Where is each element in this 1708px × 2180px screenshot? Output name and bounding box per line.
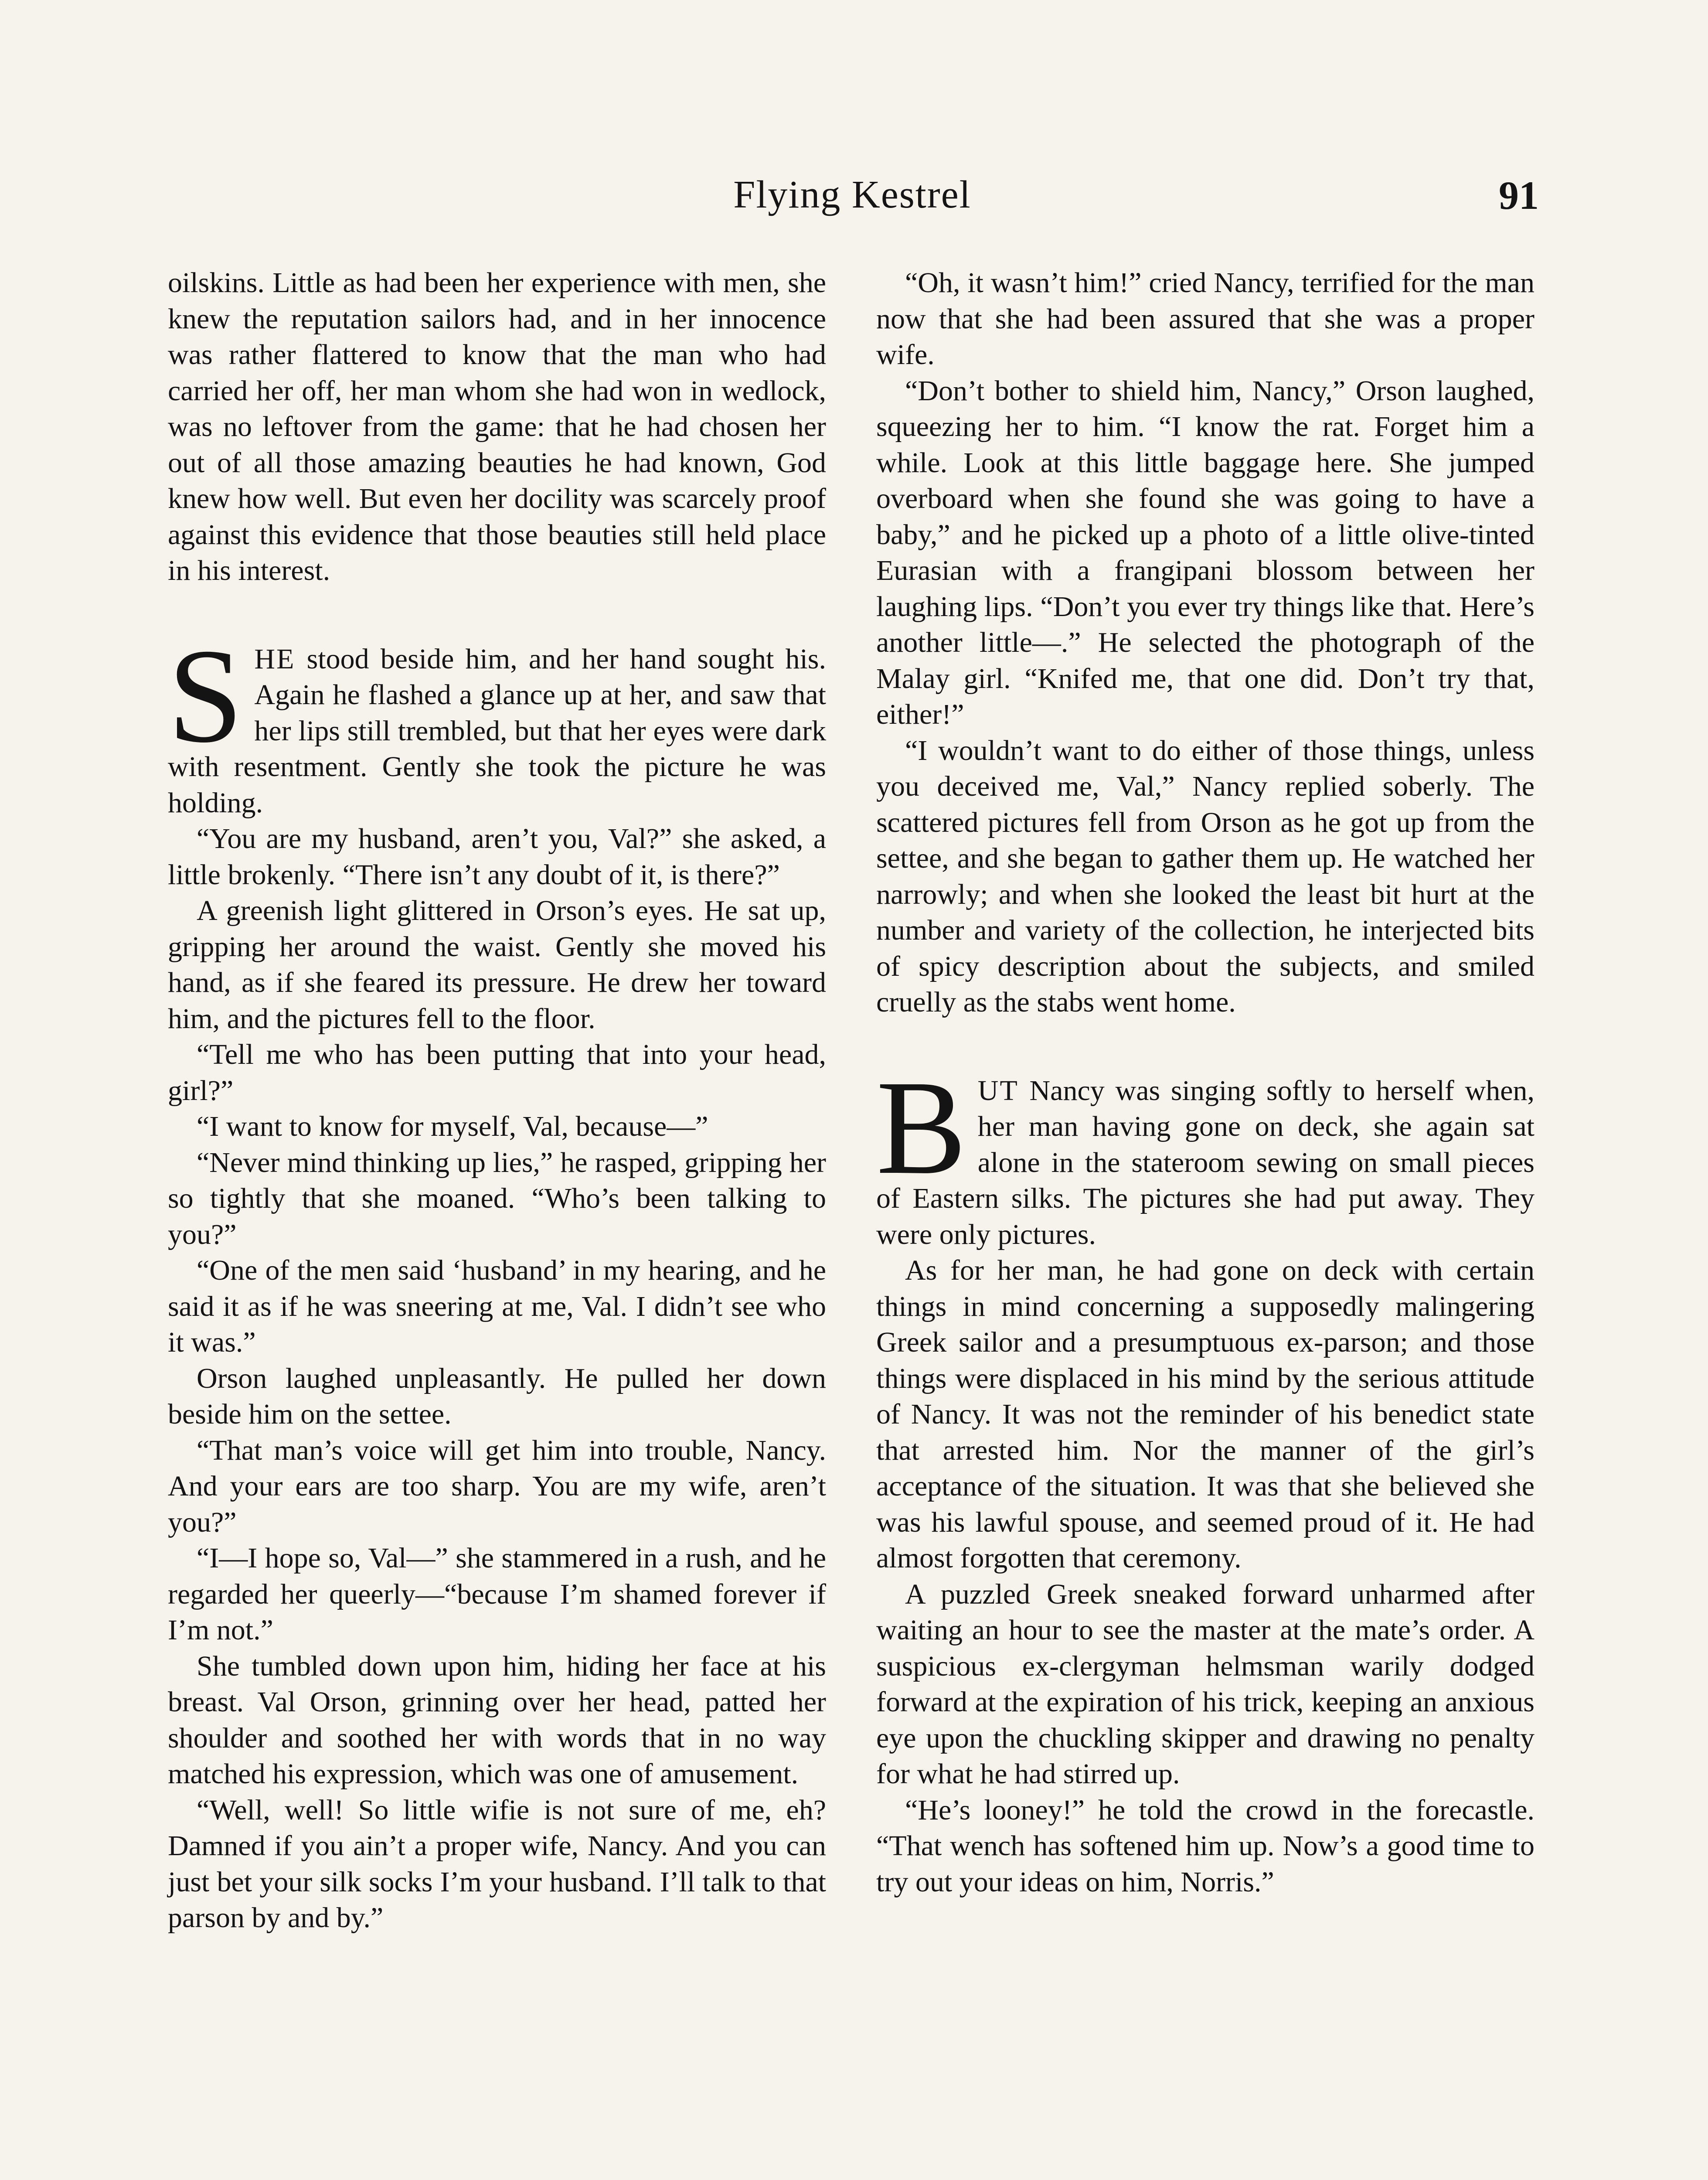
paragraph-text: Nancy was singing softly to herself when, her man having gone on deck, she again sat alone in the stateroom sewing on small pieces of Eastern silks. The pictures she had put away. They were only pictures.: [876, 1074, 1534, 1250]
paragraph: “I—I hope so, Val—” she stammered in a rush, and he regarded her queerly—“because I’m shamed forever if I’m not.”: [168, 1542, 826, 1646]
paragraph: She tumbled down upon him, hiding her face at his breast. Val Orson, grinning over her head, patted her shoulder and soothed her with words that in no way matched his expression, which was one of amusement.: [168, 1650, 826, 1790]
paragraph: “Never mind thinking up lies,” he rasped, gripping her so tightly that she moaned. “Who’s been talking to you?”: [168, 1146, 826, 1250]
drop-cap: B: [876, 1053, 966, 1202]
paragraph: “Oh, it wasn’t him!” cried Nancy, terrified for the man now that she had been assured that she was a proper wife.: [876, 267, 1534, 371]
paragraph: oilskins. Little as had been her experience with men, she knew the reputation sailors had, and in her innocence was rather flattered to know that the man who had carried her off, her man whom she had won in wedlock, was no leftover from the game: that he had chosen her out of all those amazing beauties he had known, God knew how well. But even her docility was scarcely proof against this evidence that those beauties still held place in his interest.: [168, 267, 826, 586]
right-column: [876, 265, 1534, 1900]
left-column: [168, 265, 826, 1936]
paragraph: A greenish light glittered in Orson’s eyes. He sat up, gripping her around the waist. Gently she moved his hand, as if she feared its pressure. He drew her toward him, and the pictures fell to the floor.: [168, 895, 826, 1035]
paragraph: “I want to know for myself, Val, because—”: [197, 1110, 708, 1142]
drop-cap-paragraph: [168, 621, 826, 821]
paragraph: A puzzled Greek sneaked forward unharmed after waiting an hour to see the master at the mate’s order. A suspicious ex-clergyman helmsman warily dodged forward at the expiration of his trick, keeping an anxious eye upon the chuckling skipper and drawing no penalty for what he had stirred up.: [876, 1578, 1534, 1790]
paragraph: “I wouldn’t want to do either of those things, unless you deceived me, Val,” Nancy replied soberly. The scattered pictures fell from Orson as he got up from the settee, and she began to gather them up. He watched her narrowly; and when she looked the least bit hurt at the number and variety of the collection, he interjected bits of spicy description about the subjects, and smiled cruelly as the stabs went home.: [876, 734, 1534, 1018]
paragraph-text: stood beside him, and her hand sought his. Again he flashed a glance up at her, and saw that her lips still trembled, but that her eyes were dark with resentment. Gently she took the picture he was holding.: [168, 643, 826, 819]
paragraph: “Tell me who has been putting that into your head, girl?”: [168, 1039, 826, 1107]
paragraph: “Don’t bother to shield him, Nancy,” Orson laughed, squeezing her to him. “I know the rat. Forget him a while. Look at this little baggage here. She jumped overboard when she found she was going to have a baby,” and he picked up a photo of a little olive-tinted Eurasian with a frangipani blossom between her laughing lips. “Don’t you ever try things like that. Here’s another little—.” He selected the photograph of the Malay girl. “Knifed me, that one did. Don’t try that, either!”: [876, 375, 1534, 730]
drop-cap: S: [168, 621, 243, 771]
paragraph: Orson laughed unpleasantly. He pulled her down beside him on the settee.: [168, 1362, 826, 1430]
drop-cap-paragraph: [876, 1053, 1534, 1253]
page-header: [166, 172, 1539, 233]
small-caps-lead: UT: [977, 1074, 1019, 1107]
paragraph: “That man’s voice will get him into trouble, Nancy. And your ears are too sharp. You are my wife, aren’t you?”: [168, 1434, 826, 1538]
paragraph: “You are my husband, aren’t you, Val?” she asked, a little brokenly. “There isn’t any doubt of it, is there?”: [168, 823, 826, 891]
page-number: 91: [1499, 173, 1539, 218]
paragraph: “One of the men said ‘husband’ in my hearing, and he said it as if he was sneering at me, Val. I didn’t see who it was.”: [168, 1254, 826, 1358]
small-caps-lead: HE: [254, 643, 296, 675]
paragraph: “Well, well! So little wifie is not sure of me, eh? Damned if you ain’t a proper wife, Nancy. And you can just bet your silk socks I’m your husband. I’ll talk to that parson by and by.”: [168, 1794, 826, 1934]
running-title: Flying Kestrel: [733, 173, 971, 216]
paragraph: As for her man, he had gone on deck with certain things in mind concerning a supposedly malingering Greek sailor and a presumptuous ex-parson; and those things were displaced in his mind by the serious attitude of Nancy. It was not the reminder of his benedict state that arrested him. Nor the manner of the girl’s acceptance of the situation. It was that she believed she was his lawful spouse, and seemed proud of it. He had almost forgotten that ceremony.: [876, 1254, 1534, 1574]
paragraph: “He’s looney!” he told the crowd in the forecastle. “That wench has softened him up. Now’s a good time to try out your ideas on him, Norris.”: [876, 1794, 1534, 1898]
